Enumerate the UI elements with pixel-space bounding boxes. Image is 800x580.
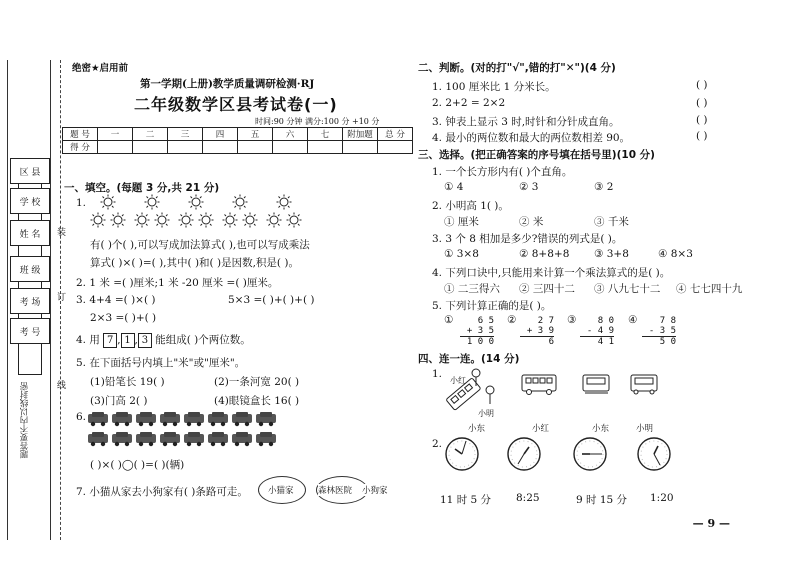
- clock-face-icon: [444, 436, 480, 472]
- calc-index: ①: [444, 314, 454, 326]
- bus-view-icon: [520, 372, 560, 396]
- answer-paren[interactable]: ( ): [696, 130, 708, 142]
- time-label: 9 时 15 分: [576, 494, 628, 506]
- answer-paren[interactable]: ( ): [696, 97, 708, 109]
- q6-line: ( )×( )◯( )=( )(辆): [90, 459, 185, 471]
- viewer-label: 小东: [592, 424, 610, 434]
- choice-option: ② 三四十二: [519, 283, 575, 295]
- score-table: [62, 127, 413, 154]
- q4-suffix: 能组成( )个两位数。: [155, 334, 251, 346]
- field-name: 姓 名: [10, 220, 50, 246]
- score-cell: 六: [273, 128, 308, 141]
- place-cat-home: 小猫家: [268, 486, 294, 496]
- score-cell: 附加题: [343, 128, 378, 141]
- place-hospital: 森林医院: [318, 486, 353, 496]
- vertical-calc: [580, 316, 614, 347]
- choice-q2: 2. 小明高 1( )。: [432, 200, 509, 212]
- score-header-row: [63, 128, 413, 141]
- judge-item-2: 2. 2+2 = 2×2: [432, 97, 506, 109]
- choice-option: ③ 千米: [594, 216, 629, 228]
- choice-option: ③ 2: [594, 181, 614, 193]
- choice-option: ① 3×8: [444, 248, 479, 260]
- score-cell: 得 分: [63, 141, 98, 154]
- section3-heading: 三、选择。(把正确答案的序号填在括号里)(10 分): [418, 149, 655, 161]
- connect-q1-number: 1.: [432, 368, 443, 380]
- q1-number: 1.: [76, 197, 87, 209]
- q2: 2. 1 米 =( )厘米;1 米 -20 厘米 =( )厘米。: [76, 277, 279, 289]
- field-room: 考 场: [10, 288, 50, 314]
- choice-option: ② 3: [519, 181, 539, 193]
- vertical-calc: [520, 316, 554, 347]
- calc-operand: - 3 5: [648, 326, 676, 336]
- calc-index: ③: [567, 314, 577, 326]
- sun-groups-illustration: [86, 192, 306, 234]
- kid-label: 小明: [478, 409, 494, 418]
- calc-result: 6: [520, 336, 554, 347]
- choice-option: ③ 八九七十二: [594, 283, 661, 295]
- kids-and-bus-illustration: [440, 364, 510, 414]
- section4-heading: 四、连一连。(14 分): [418, 353, 520, 365]
- calc-operand: 8 0: [597, 316, 614, 326]
- score-cell: 四: [203, 128, 238, 141]
- judge-item-1: 1. 100 厘米比 1 分米长。: [432, 81, 556, 93]
- calc-operand: 6 5: [477, 316, 494, 326]
- clock-face-icon: [506, 436, 542, 472]
- choice-option: ① 二三得六: [444, 283, 500, 295]
- calc-result: 4 1: [580, 336, 614, 347]
- score-cell: 七: [308, 128, 343, 141]
- choice-option: ② 8+8+8: [519, 248, 570, 260]
- choice-q5: 5. 下列计算正确的是( )。: [432, 300, 552, 312]
- q5-2: (2)一条河宽 20( ): [214, 376, 300, 388]
- calc-operand: - 4 9: [586, 326, 614, 336]
- secret-label: 绝密★启用前: [72, 63, 129, 74]
- choice-q1: 1. 一个长方形内有( )个直角。: [432, 166, 573, 178]
- field-class: 班 级: [10, 256, 50, 282]
- digit-card: 7: [103, 333, 117, 348]
- q4: 4. 用 7 , 1 , 3 能组成( )个两位数。: [76, 334, 251, 346]
- score-input[interactable]: [168, 141, 203, 154]
- viewer-label: 小东: [468, 424, 486, 434]
- digit-card: 1: [121, 333, 135, 348]
- q3c: 2×3 =( )+( ): [90, 312, 157, 324]
- q3b: 5×3 =( )+( )+( ): [228, 294, 315, 306]
- score-input[interactable]: [308, 141, 343, 154]
- q3a: 3. 4+4 =( )×( ): [76, 294, 156, 306]
- score-input[interactable]: [378, 141, 413, 154]
- score-input[interactable]: [273, 141, 308, 154]
- q1-line2: 算式( )×( )=( ),其中( )和( )是因数,积是( )。: [90, 257, 299, 269]
- calc-index: ④: [628, 314, 638, 326]
- seal-char-xian: 线: [57, 381, 67, 391]
- choice-q3: 3. 3 个 8 相加是多少?错误的列式是( )。: [432, 233, 623, 245]
- score-value-row: [63, 141, 413, 154]
- calc-operand: + 3 5: [466, 326, 494, 336]
- score-cell: 三: [168, 128, 203, 141]
- series-title: 第一学期(上册)教学质量调研检测·RJ: [140, 78, 315, 90]
- calc-operand: + 3 9: [526, 326, 554, 336]
- page-title: 二年级数学区县考试卷(一): [134, 95, 338, 114]
- score-cell: 题 号: [63, 128, 98, 141]
- viewer-label: 小红: [532, 424, 550, 434]
- seal-notice: [16, 382, 34, 462]
- seal-notice-text: 题答要不内以线封密: [20, 382, 30, 459]
- field-district: 区 县: [10, 158, 50, 184]
- score-cell: 五: [238, 128, 273, 141]
- score-cell: 二: [133, 128, 168, 141]
- time-label: 8:25: [516, 492, 540, 504]
- section2-heading: 二、判断。(对的打"√",错的打"✕")(4 分): [418, 62, 616, 74]
- choice-q4: 4. 下列口诀中,只能用来计算一个乘法算式的是( )。: [432, 267, 671, 279]
- field-school: 学 校: [10, 188, 50, 214]
- seal-char-ding: 订: [57, 293, 67, 303]
- choice-option: ② 米: [519, 216, 544, 228]
- place-dog-home: 小狗家: [362, 486, 388, 496]
- q4-prefix: 4. 用: [76, 334, 100, 346]
- choice-option: ① 4: [444, 181, 464, 193]
- q7: 7. 小猫从家去小狗家有( )条路可走。: [76, 486, 248, 498]
- vertical-calc: [460, 316, 494, 347]
- car-rows-illustration: [88, 410, 308, 450]
- viewer-label: 小明: [636, 424, 654, 434]
- choice-option: ① 厘米: [444, 216, 479, 228]
- bus-view-icon: [580, 372, 614, 396]
- choice-option: ③ 3+8: [594, 248, 629, 260]
- clock-face-icon: [572, 436, 608, 472]
- field-id-blank: [18, 343, 42, 375]
- judge-item-4: 4. 最小的两位数和最大的两位数相差 90。: [432, 132, 631, 144]
- vertical-calc: [642, 316, 676, 347]
- q5-1: (1)铅笔长 19( ): [90, 376, 165, 388]
- score-input[interactable]: [343, 141, 378, 154]
- answer-paren[interactable]: ( ): [696, 114, 708, 126]
- choice-option: ④ 8×3: [658, 248, 693, 260]
- section1-heading: 一、填空。(每题 3 分,共 21 分): [64, 182, 220, 194]
- kid-label: 小红: [450, 376, 466, 385]
- calc-result: 5 0: [642, 336, 676, 347]
- time-label: 1:20: [650, 492, 674, 504]
- clock-face-icon: [636, 436, 672, 472]
- answer-paren[interactable]: ( ): [696, 79, 708, 91]
- score-cell: 一: [98, 128, 133, 141]
- exam-meta: 时间:90 分钟 满分:100 分 +10 分: [255, 117, 380, 126]
- digit-card: 3: [138, 333, 152, 348]
- time-label: 11 时 5 分: [440, 494, 492, 506]
- calc-result: 1 0 0: [460, 336, 494, 347]
- q5-3: (3)门高 2( ): [90, 395, 148, 407]
- bus-view-icon: [628, 372, 662, 396]
- field-id: 考 号: [10, 318, 50, 344]
- q5: 5. 在下面括号内填上"米"或"厘米"。: [76, 357, 246, 369]
- choice-option: ④ 七七四十九: [676, 283, 743, 295]
- page-number: — 9 —: [692, 517, 730, 530]
- score-input[interactable]: [238, 141, 273, 154]
- judge-item-3: 3. 钟表上显示 3 时,时针和分针成直角。: [432, 116, 620, 128]
- score-input[interactable]: [98, 141, 133, 154]
- score-input[interactable]: [133, 141, 168, 154]
- q5-4: (4)眼镜盒长 16( ): [214, 395, 300, 407]
- score-input[interactable]: [203, 141, 238, 154]
- q6-number: 6.: [76, 411, 87, 423]
- connect-q2-number: 2.: [432, 438, 443, 450]
- score-cell: 总 分: [378, 128, 413, 141]
- calc-operand: 2 7: [537, 316, 554, 326]
- calc-operand: 7 8: [659, 316, 676, 326]
- calc-index: ②: [507, 314, 517, 326]
- q1-line1: 有( )个( ),可以写成加法算式( ),也可以写成乘法: [90, 239, 310, 251]
- seal-char-zhuang: 装: [57, 228, 67, 238]
